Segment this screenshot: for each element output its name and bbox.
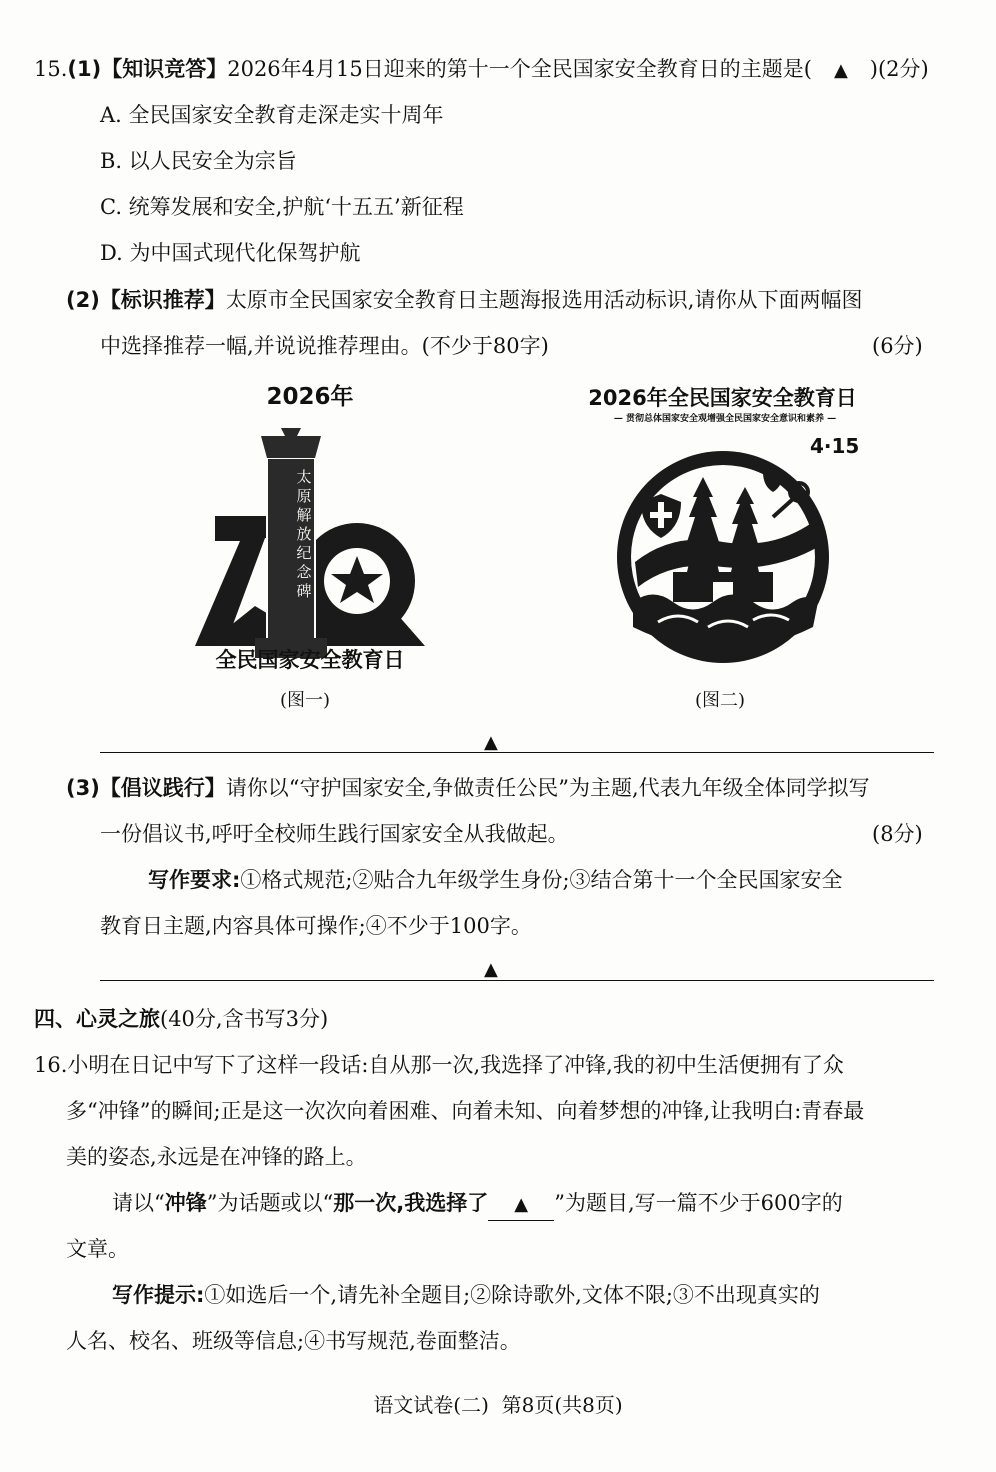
writing-tips: [112, 1280, 820, 1310]
answer-mark: ▲: [484, 732, 498, 753]
answer-line: [100, 752, 934, 753]
q16-prompt-cont: 文章。: [66, 1237, 129, 1261]
section-title: 四、心灵之旅: [34, 1007, 160, 1031]
logo-year: 2026年: [266, 384, 354, 410]
title-phrase: 那一次,我选择了: [333, 1191, 489, 1215]
q16-text-line3: 美的姿态,永远是在冲锋的路上。: [66, 1145, 367, 1169]
writing-requirements: [148, 865, 843, 895]
score-text: )(2分): [869, 57, 929, 81]
q16-prompt: 请以“冲锋”为话题或以“那一次,我选择了 ▲ ”为题目,写一篇不少于600字的: [112, 1188, 843, 1221]
monument-inscription: 太 原 解 放 纪 念 碑: [296, 468, 312, 600]
tips-label: 写作提示:: [112, 1283, 205, 1307]
q16-text-line1: 16.小明在日记中写下了这样一段话:自从那一次,我选择了冲锋,我的初中生活便拥有了众: [34, 1053, 844, 1077]
writing-requirements-cont: 教育日主题,内容具体可操作;④不少于100字。: [100, 914, 532, 938]
section-heading: [34, 1004, 328, 1034]
part-tag: (2)【标识推荐】: [66, 288, 226, 312]
question-text: 太原市全民国家安全教育日主题海报选用活动标识,请你从下面两幅图: [225, 288, 863, 312]
figure-2-logo: [585, 378, 875, 678]
requirements-text: ①格式规范;②贴合九年级学生身份;③结合第十一个全民国家安全: [240, 868, 843, 892]
section-score: (40分,含书写3分): [160, 1007, 329, 1031]
question-text: 2026年4月15日迎来的第十一个全民国家安全教育日的主题是(: [227, 57, 812, 81]
figure-2-caption: (图二): [695, 690, 746, 711]
logo-subtitle: — 贯彻总体国家安全观增强全民国家安全意识和素养 —: [613, 414, 837, 424]
tips-text: ①如选后一个,请先补全题目;②除诗歌外,文体不限;③不出现真实的: [204, 1283, 820, 1307]
page-footer: 语文试卷(二) 第8页(共8页): [373, 1393, 623, 1417]
requirements-label: 写作要求:: [148, 868, 241, 892]
q15-part2-cont: 中选择推荐一幅,并说说推荐理由。(不少于80字): [100, 334, 549, 358]
logo-bottom-text: 全民国家安全教育日: [215, 648, 405, 672]
part-tag: (3)【倡议践行】: [66, 776, 226, 800]
title-blank: ▲: [488, 1190, 554, 1221]
q15-part3: [66, 773, 870, 803]
question-number: 15.: [34, 57, 68, 81]
option-a: A. 全民国家安全教育走深走实十周年: [100, 103, 444, 127]
q15-part2: [66, 285, 863, 315]
option-d: D. 为中国式现代化保驾护航: [100, 241, 361, 265]
answer-blank: ▲: [833, 60, 848, 81]
part-tag: (1)【知识竞答】: [67, 57, 228, 81]
answer-mark: ▲: [484, 959, 498, 980]
question-text: 请你以“守护国家安全,争做责任公民”为主题,代表九年级全体同学拟写: [225, 776, 870, 800]
q15-stem: [34, 54, 929, 86]
pagoda-emblem-icon: [613, 442, 833, 667]
writing-tips-cont: 人名、校名、班级等信息;④书写规范,卷面整洁。: [66, 1329, 521, 1353]
figure-1-logo: [185, 376, 435, 676]
score-text: (6分): [872, 334, 923, 358]
figure-1-caption: (图一): [280, 690, 331, 711]
q16-text-line2: 多“冲锋”的瞬间;正是这一次次向着困难、向着未知、向着梦想的冲锋,让我明白:青春最: [66, 1099, 865, 1123]
logo-date: 4·15: [810, 434, 860, 458]
logo-title: 2026年全民国家安全教育日: [588, 386, 857, 410]
q15-part3-cont: 一份倡议书,呼吁全校师生践行国家安全从我做起。: [100, 822, 569, 846]
topic-word: 冲锋: [164, 1191, 207, 1215]
question-number: 16.: [34, 1053, 68, 1077]
answer-line: [100, 980, 934, 981]
score-text: (8分): [872, 822, 923, 846]
option-c: C. 统筹发展和安全,护航‘十五五’新征程: [100, 195, 464, 219]
option-b: B. 以人民安全为宗旨: [100, 149, 297, 173]
